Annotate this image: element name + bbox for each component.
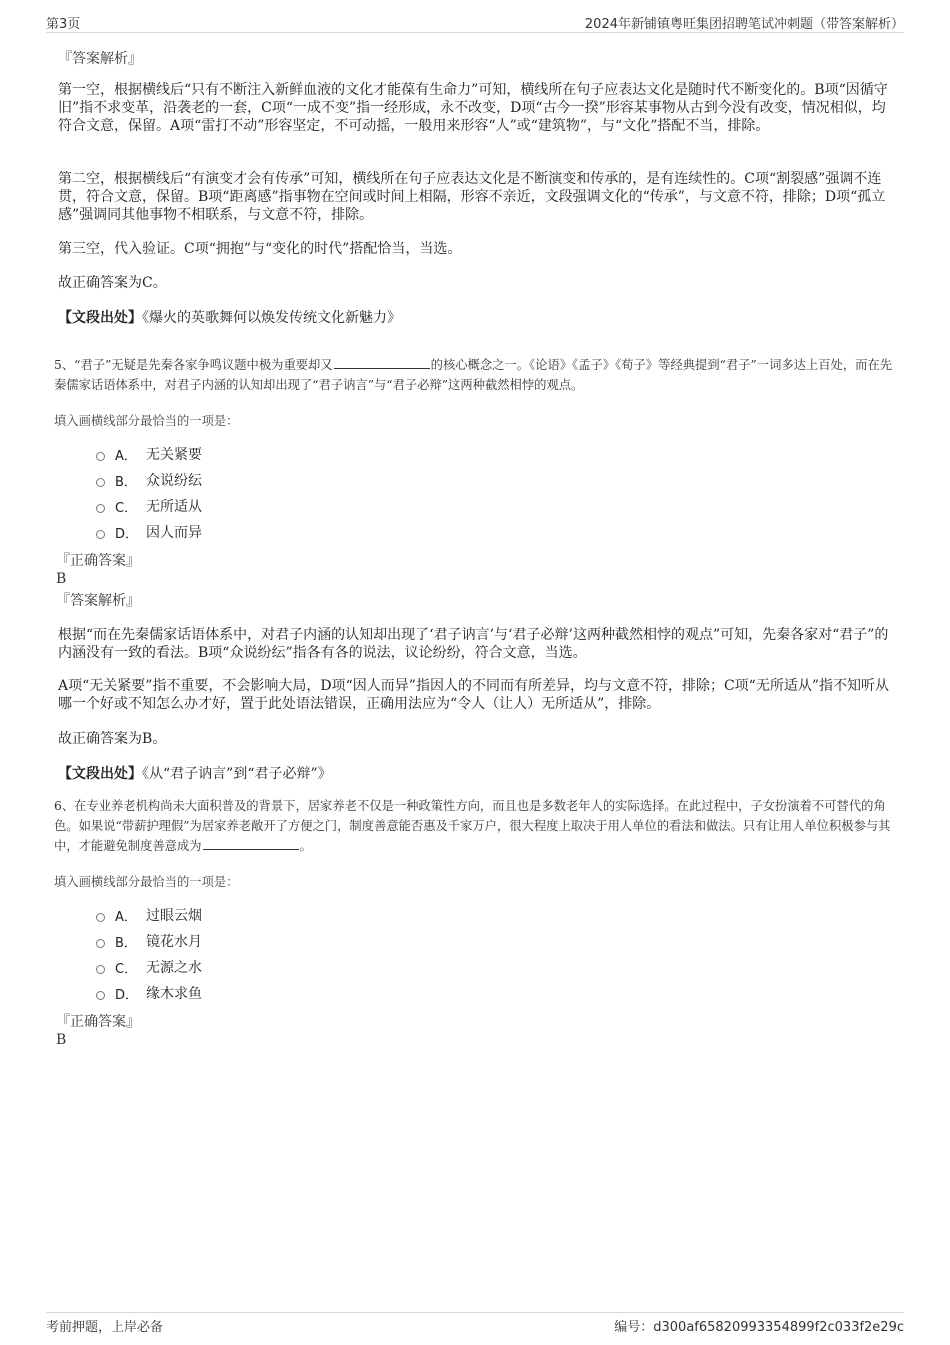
document-title: 2024年新铺镇粤旺集团招聘笔试冲刺题（带答案解析） [584,17,904,32]
analysis-paragraph: 第一空，根据横线后“只有不断注入新鲜血液的文化才能葆有生命力”可知，横线所在句子应表达文化是随时代不断变化的。B项“因循守旧”指不求变革，沿袭老的一套，C项“一成不变”指一经形成，永不改变，D项“古今一揆”形容某事物从古到今没有改变，情况相似，均符合文意，保留。A项“雷打不动”形容坚定，不可动摇，一般用来形容“人”或“建筑物”，与“文化”搭配不当，排除。 [58,82,888,134]
source-label: 【文段出处】 [58,766,142,782]
option-key: D． [115,526,139,542]
analysis-paragraph: A项“无关紧要”指不重要，不会影响大局，D项“因人而异”指因人的不同而有所差异，均与文意不符，排除；C项“无所适从”指不知听从哪一个好或不知怎么办才好，置于此处语法错误，正确用法应为“令人（让人）无所适从”，排除。 [58,678,889,712]
analysis-paragraph: 根据“而在先秦儒家话语体系中，对君子内涵的认知却出现了‘君子讷言’与‘君子必辩’这两种截然相悖的观点”可知，先秦各家对“君子”的内涵没有一致的看法。B项“众说纷纭”指各有各的说法，议论纷纷，符合文意，当选。 [58,627,889,661]
page-header [46,12,904,33]
question-text-part: 6、在专业养老机构尚未大面积普及的背景下，居家养老不仅是一种政策性方向，而且也是多数老年人的实际选择。在此过程中，子女扮演着不可替代的角色。如果说“带薪护理假”为居家养老敞开了方便之门，制度善意能否惠及千家万户，很大程度上取决于用人单位的看法和做法。只有让用人单位积极参与其中，才能避免制度善意成为 [54,799,891,853]
analysis-label: 『答案解析』 [56,593,140,609]
option-key: B． [115,935,137,951]
radio-button[interactable] [96,939,105,948]
option-key: C． [115,500,138,516]
radio-button[interactable] [96,504,105,513]
option-key: B． [115,474,137,490]
option-text: 镜花水月 [146,934,202,950]
question-text-part: 5、“君子”无疑是先秦各家争鸣议题中极为重要却又 [54,358,333,372]
option-key: D． [115,987,139,1003]
source-line [58,763,894,783]
radio-button[interactable] [96,478,105,487]
option-text: 无源之水 [146,960,202,976]
analysis-paragraph: 第三空，代入验证。C项“拥抱”与“变化的时代”搭配恰当，当选。 [58,241,462,257]
fill-blank [203,837,299,850]
source-title: 《爆火的英歌舞何以焕发传统文化新魅力》 [142,310,401,326]
analysis-conclusion: 故正确答案为C。 [58,275,167,291]
option-b[interactable] [96,467,202,493]
question-prompt: 填入画横线部分最恰当的一项是： [54,414,239,428]
fill-blank [334,356,430,369]
document-id: 编号：d300af65820993354899f2c033f2e29c [614,1320,904,1335]
correct-answer-label: 『正确答案』 [56,1014,140,1030]
option-key: A． [115,448,137,464]
option-a[interactable] [96,902,202,928]
option-text: 无关紧要 [146,447,202,463]
option-c[interactable] [96,493,202,519]
radio-button[interactable] [96,452,105,461]
footer-slogan: 考前押题，上岸必备 [46,1320,164,1335]
option-text: 过眼云烟 [146,908,202,924]
radio-button[interactable] [96,965,105,974]
question-5-text [54,355,899,395]
option-key: C． [115,961,138,977]
radio-button[interactable] [96,991,105,1000]
option-a[interactable] [96,441,202,467]
option-d[interactable] [96,980,202,1006]
option-c[interactable] [96,954,202,980]
source-line [58,307,894,327]
option-text: 缘木求鱼 [146,986,202,1002]
correct-answer: B [56,571,67,587]
source-label: 【文段出处】 [58,310,142,326]
page-footer [46,1312,904,1333]
analysis-conclusion: 故正确答案为B。 [58,731,167,747]
question-5-options [96,441,202,545]
correct-answer: B [56,1032,67,1048]
question-6-options [96,902,202,1006]
analysis-label: 『答案解析』 [58,51,142,67]
question-6-text [54,796,899,856]
option-key: A． [115,909,137,925]
option-text: 众说纷纭 [146,473,202,489]
source-title: 《从“君子讷言”到“君子必辩”》 [142,766,332,782]
question-text-part: 的核心概念之一。《论语》《孟子》《荀子》等经典提到“君子”一词多达上百处，而在先秦儒家话语体系中，对君子内涵的认知却出现了“君子讷言”与“君子必辩”这两种截然相悖的观点。 [54,358,893,392]
option-text: 因人而异 [146,525,202,541]
page-number: 第3页 [46,17,81,32]
radio-button[interactable] [96,913,105,922]
radio-button[interactable] [96,530,105,539]
correct-answer-label: 『正确答案』 [56,553,140,569]
option-b[interactable] [96,928,202,954]
analysis-paragraph: 第二空，根据横线后“有演变才会有传承”可知，横线所在句子应表达文化是不断演变和传承的，是有连续性的。C项“割裂感”强调不连贯，符合文意，保留。B项“距离感”指事物在空间或时间上相隔，形容不亲近，文段强调文化的“传承”，与文意不符，排除；D项“孤立感”强调同其他事物不相联系，与文意不符，排除。 [58,171,886,223]
question-prompt: 填入画横线部分最恰当的一项是： [54,875,239,889]
question-text-part: 。 [299,839,312,853]
option-text: 无所适从 [146,499,202,515]
option-d[interactable] [96,519,202,545]
